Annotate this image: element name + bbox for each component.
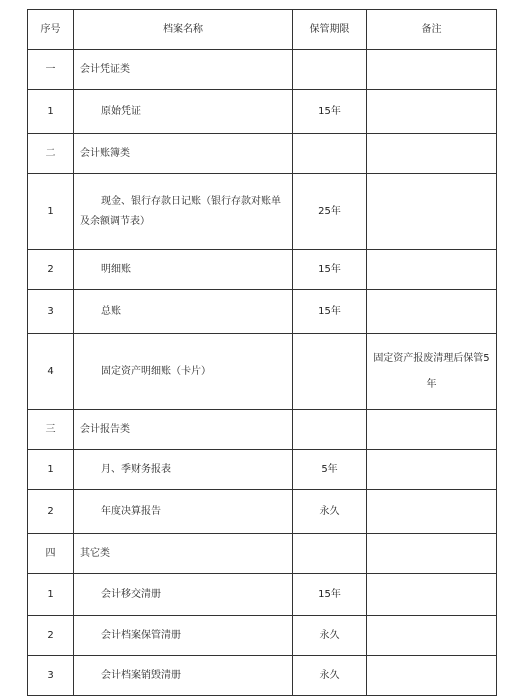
row-name-text: 现金、银行存款日记账（银行存款对账单及余额调节表） — [80, 195, 281, 227]
table-row — [28, 410, 497, 450]
row-period — [293, 334, 367, 410]
row-name: 固定资产明细账（卡片） — [74, 334, 293, 410]
row-name: 会计档案保管清册 — [74, 616, 293, 656]
row-note — [367, 574, 497, 616]
row-period: 15年 — [293, 290, 367, 334]
row-seq: 2 — [28, 616, 74, 656]
row-note — [367, 90, 497, 134]
header-seq: 序号 — [28, 10, 74, 50]
row-name — [74, 174, 293, 250]
header-period: 保管期限 — [293, 10, 367, 50]
row-seq: 3 — [28, 290, 74, 334]
row-seq: 二 — [28, 134, 74, 174]
row-period: 15年 — [293, 90, 367, 134]
row-period — [293, 50, 367, 90]
row-name: 其它类 — [74, 534, 293, 574]
row-note — [367, 656, 497, 696]
row-period — [293, 534, 367, 574]
row-note — [367, 250, 497, 290]
row-name: 会计档案销毁清册 — [74, 656, 293, 696]
table-row — [28, 50, 497, 90]
header-name: 档案名称 — [74, 10, 293, 50]
row-note: 固定资产报废清理后保管5年 — [367, 334, 497, 410]
row-note — [367, 50, 497, 90]
row-note — [367, 490, 497, 534]
row-name: 总账 — [74, 290, 293, 334]
row-note — [367, 290, 497, 334]
row-note — [367, 450, 497, 490]
row-seq: 4 — [28, 334, 74, 410]
row-seq: 1 — [28, 174, 74, 250]
row-name: 会计凭证类 — [74, 50, 293, 90]
row-name: 会计报告类 — [74, 410, 293, 450]
row-period: 15年 — [293, 574, 367, 616]
table-row — [28, 290, 497, 334]
row-name: 会计移交清册 — [74, 574, 293, 616]
row-period: 5年 — [293, 450, 367, 490]
row-seq: 三 — [28, 410, 74, 450]
header-note: 备注 — [367, 10, 497, 50]
row-note — [367, 174, 497, 250]
row-seq: 1 — [28, 574, 74, 616]
row-seq: 3 — [28, 656, 74, 696]
table-row — [28, 174, 497, 250]
row-seq: 一 — [28, 50, 74, 90]
table-header-row — [28, 10, 497, 50]
row-period — [293, 410, 367, 450]
row-seq: 1 — [28, 450, 74, 490]
row-name: 原始凭证 — [74, 90, 293, 134]
table-row — [28, 90, 497, 134]
table-row — [28, 134, 497, 174]
table-row — [28, 616, 497, 656]
row-note — [367, 134, 497, 174]
table-row — [28, 250, 497, 290]
row-name: 会计账簿类 — [74, 134, 293, 174]
row-period: 永久 — [293, 656, 367, 696]
table-row — [28, 534, 497, 574]
row-seq: 四 — [28, 534, 74, 574]
archive-retention-table — [27, 9, 497, 696]
row-seq: 2 — [28, 490, 74, 534]
row-seq: 1 — [28, 90, 74, 134]
table-row — [28, 574, 497, 616]
row-note — [367, 616, 497, 656]
row-period — [293, 134, 367, 174]
table-row — [28, 656, 497, 696]
row-name: 明细账 — [74, 250, 293, 290]
table-row — [28, 490, 497, 534]
table-row — [28, 450, 497, 490]
table-row — [28, 334, 497, 410]
row-period: 15年 — [293, 250, 367, 290]
row-name: 年度决算报告 — [74, 490, 293, 534]
row-period: 25年 — [293, 174, 367, 250]
row-seq: 2 — [28, 250, 74, 290]
row-period: 永久 — [293, 616, 367, 656]
row-name: 月、季财务报表 — [74, 450, 293, 490]
row-note — [367, 534, 497, 574]
row-period: 永久 — [293, 490, 367, 534]
row-note — [367, 410, 497, 450]
